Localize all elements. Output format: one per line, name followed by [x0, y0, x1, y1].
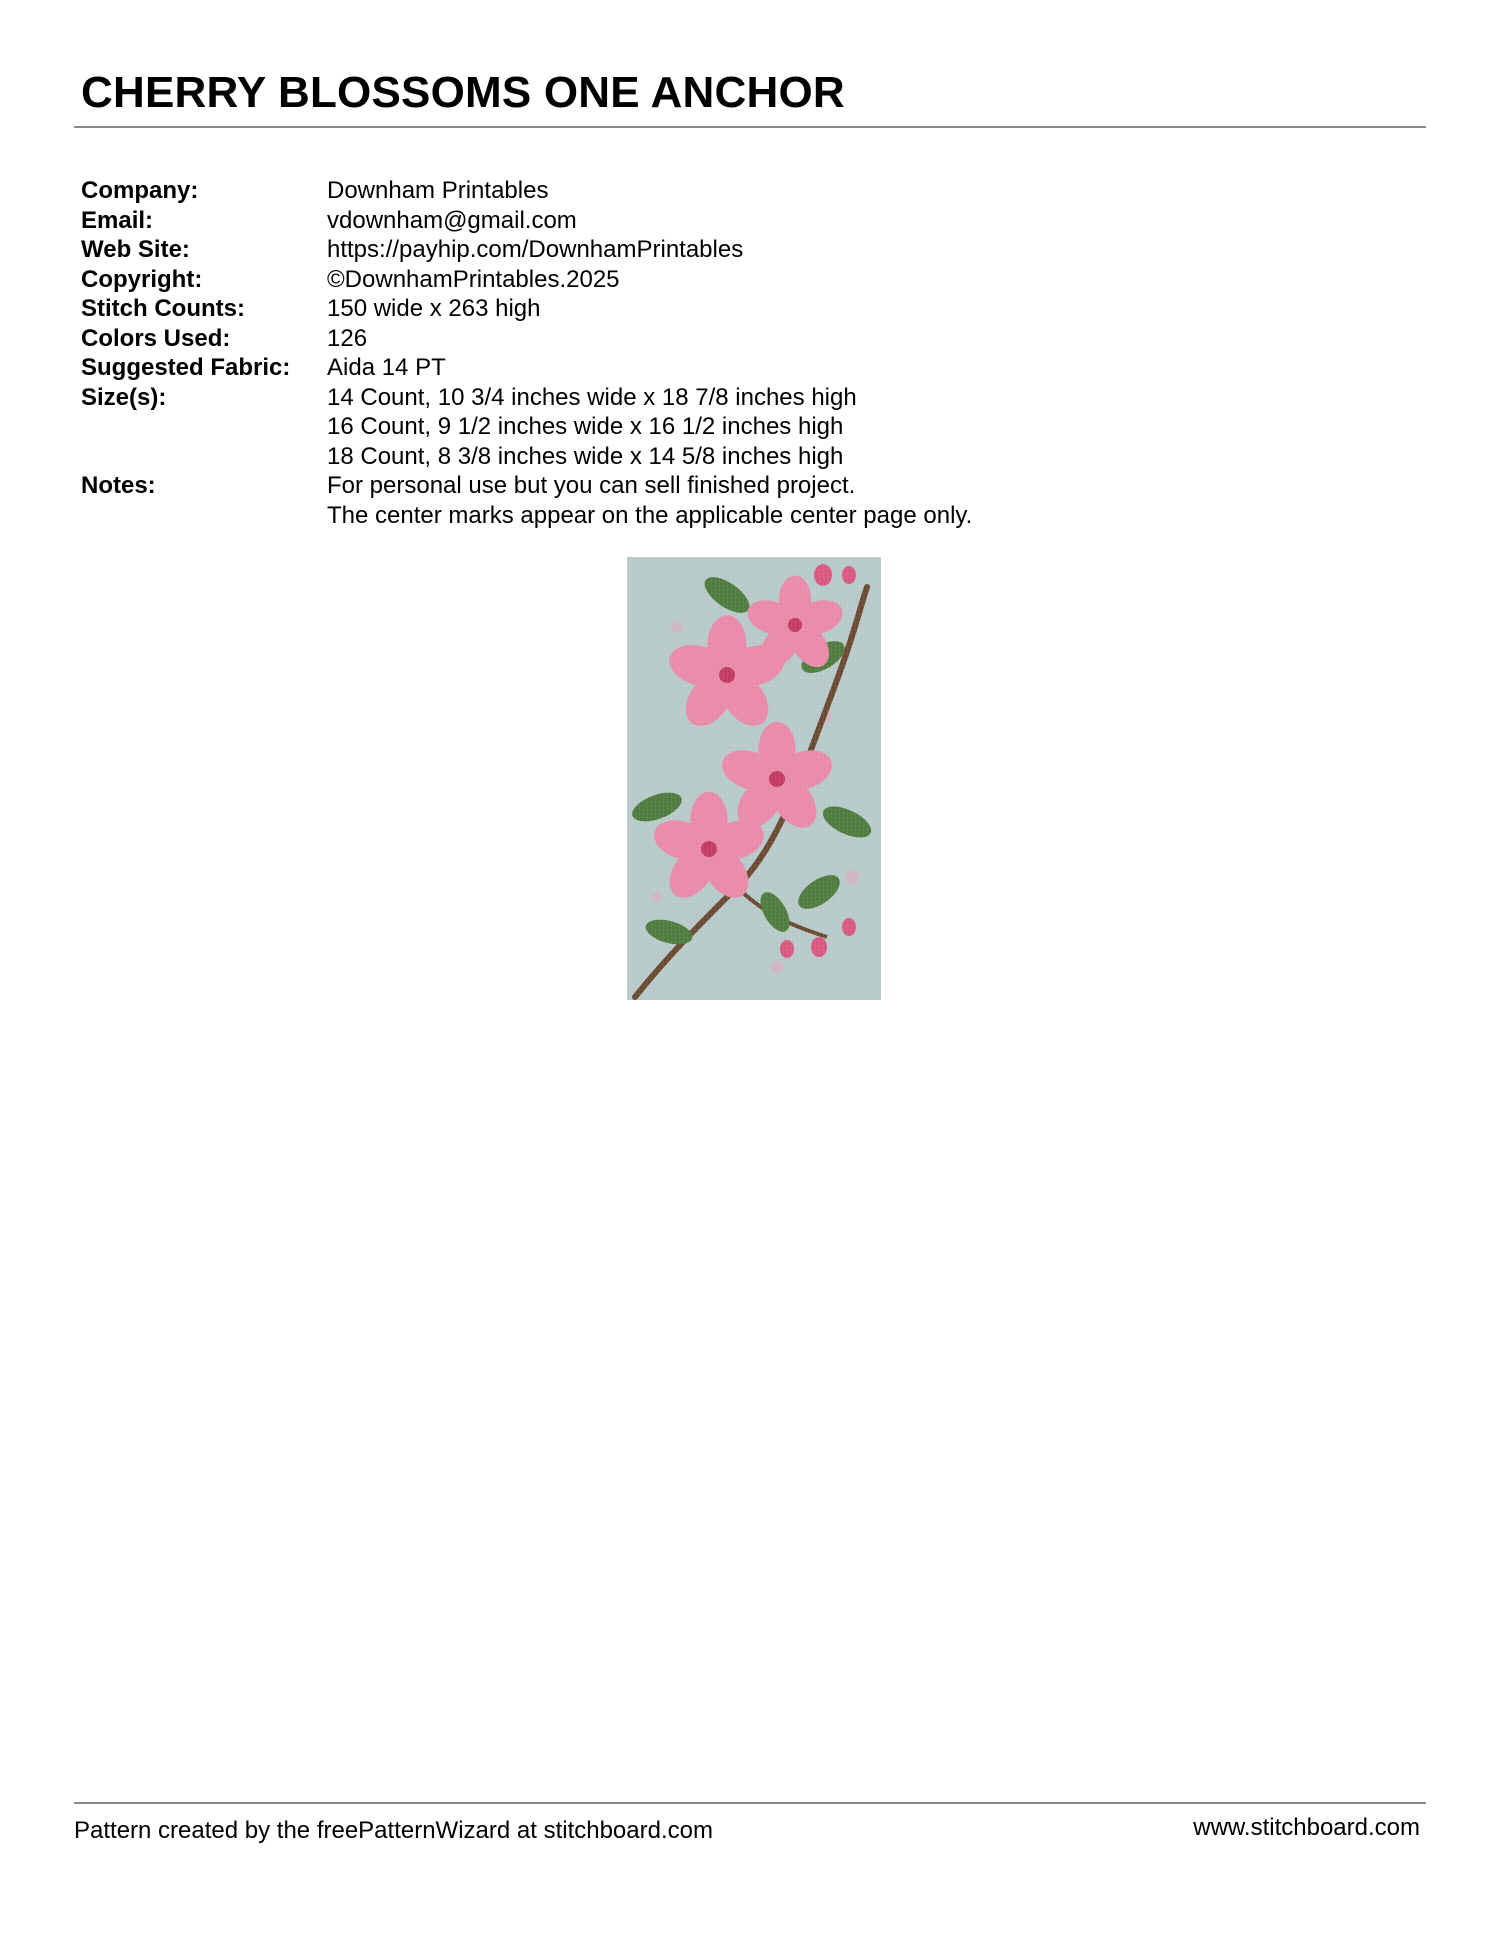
pattern-info-table [81, 176, 972, 530]
sizes-values [327, 383, 972, 472]
colors-used-label: Colors Used: [81, 324, 231, 352]
email-label: Email: [81, 206, 154, 234]
page-title: CHERRY BLOSSOMS ONE ANCHOR [81, 68, 845, 117]
notes-values [327, 471, 972, 530]
email-value: vdownham@gmail.com [327, 206, 577, 234]
size-line: 18 Count, 8 3/8 inches wide x 14 5/8 inches high [327, 442, 844, 470]
note-line: The center marks appear on the applicable center page only. [327, 501, 973, 529]
info-row-email [81, 206, 972, 236]
copyright-value: ©DownhamPrintables.2025 [327, 265, 620, 293]
copyright-label: Copyright: [81, 265, 203, 293]
stitch-counts-value: 150 wide x 263 high [327, 295, 541, 322]
size-line: 16 Count, 9 1/2 inches wide x 16 1/2 inches high [327, 413, 844, 440]
footer-divider [74, 1802, 1426, 1804]
size-line: 14 Count, 10 3/4 inches wide x 18 7/8 inches high [327, 383, 857, 411]
info-row-notes [81, 471, 972, 530]
company-value: Downham Printables [327, 177, 549, 204]
info-row-company [81, 176, 972, 206]
cherry-blossom-illustration [627, 557, 881, 1000]
info-row-colors-used [81, 324, 972, 354]
pattern-preview-image [627, 557, 881, 1000]
sizes-label: Size(s): [81, 383, 167, 411]
info-row-website [81, 235, 972, 265]
info-row-copyright [81, 265, 972, 295]
header-divider [74, 126, 1426, 128]
footer-credit: Pattern created by the freePatternWizard at stitchboard.com [74, 1817, 713, 1844]
footer-website: www.stitchboard.com [1193, 1814, 1420, 1841]
stitch-counts-label: Stitch Counts: [81, 295, 245, 322]
website-label: Web Site: [81, 236, 190, 263]
info-row-sizes [81, 383, 972, 472]
info-row-fabric [81, 353, 972, 383]
note-line: For personal use but you can sell finished project. [327, 472, 856, 499]
stitch-grid-overlay [627, 557, 881, 1000]
colors-used-value: 126 [327, 324, 368, 352]
website-value: https://payhip.com/DownhamPrintables [327, 236, 744, 263]
info-row-stitch-counts [81, 294, 972, 324]
notes-label: Notes: [81, 472, 156, 499]
fabric-value: Aida 14 PT [327, 354, 446, 381]
company-label: Company: [81, 177, 199, 204]
fabric-label: Suggested Fabric: [81, 354, 291, 381]
